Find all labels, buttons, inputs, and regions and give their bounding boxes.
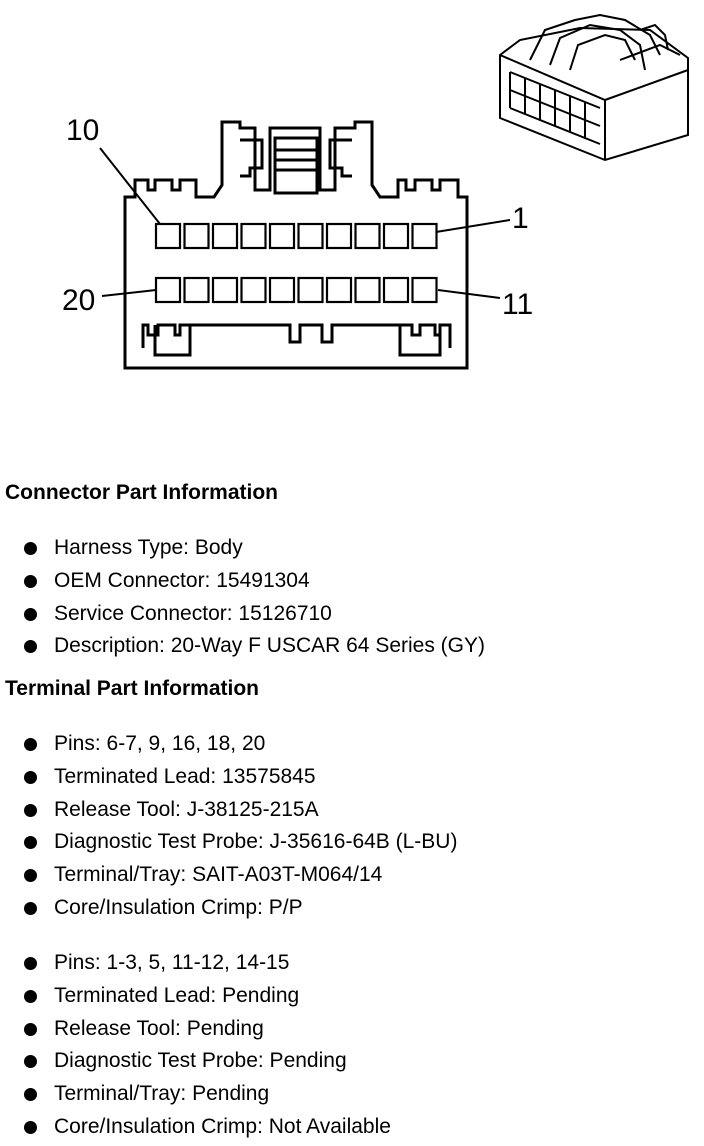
bullet-icon [24,738,37,751]
pin-cavity [213,278,237,302]
bullet-icon [24,869,37,882]
list-item: Terminated Lead: 13575845 [0,761,457,794]
bullet-icon [24,990,37,1003]
pin-cavity [299,278,323,302]
bullet-icon [24,1121,37,1134]
pin-cavity [413,224,437,248]
pin-cavity [270,224,294,248]
pin-cavity [156,224,180,248]
list-item: Terminal/Tray: Pending [0,1078,391,1111]
bullet-icon [24,957,37,970]
list-item: Release Tool: Pending [0,1013,391,1046]
bullet-icon [24,640,37,653]
connector-info-list [0,532,485,663]
latch-center [275,138,317,193]
pin-cavity [270,278,294,302]
pin-cavity [384,278,408,302]
list-item: Core/Insulation Crimp: P/P [0,892,457,925]
bullet-icon [24,1023,37,1036]
bullet-icon [24,542,37,555]
pin-cavity [356,278,380,302]
pin-cavity [327,224,351,248]
list-item: Release Tool: J-38125-215A [0,794,457,827]
terminal-group-1-list [0,728,457,925]
pin-cavity [156,278,180,302]
list-item: OEM Connector: 15491304 [0,565,485,598]
list-item: Diagnostic Test Probe: J-35616-64B (L-BU) [0,826,457,859]
pin-label-10: 10 [66,114,100,147]
bullet-icon [24,575,37,588]
list-item: Diagnostic Test Probe: Pending [0,1045,391,1078]
pin-cavity [185,278,209,302]
connector-info-title: Connector Part Information [5,481,279,504]
pin-cavity [299,224,323,248]
terminal-info-title: Terminal Part Information [5,677,259,700]
pin-cavity [242,278,266,302]
bullet-icon [24,608,37,621]
pin-cavity [213,224,237,248]
bullet-icon [24,1055,37,1068]
list-item: Service Connector: 15126710 [0,598,485,631]
bullet-icon [24,771,37,784]
leader-line-pin-20 [102,290,156,296]
pin-label-1: 1 [512,202,529,235]
pin-label-11: 11 [502,288,534,321]
pin-cavity [384,224,408,248]
connector-face-diagram [0,0,704,440]
pin-label-20: 20 [62,284,96,317]
pin-cavity [413,278,437,302]
leader-line-pin-10 [100,148,160,224]
terminal-group-2-list [0,947,391,1144]
list-item: Description: 20-Way F USCAR 64 Series (GY) [0,630,485,663]
pin-cavity [327,278,351,302]
pin-cavity [185,224,209,248]
bullet-icon [24,836,37,849]
list-item: Harness Type: Body [0,532,485,565]
bullet-icon [24,1088,37,1101]
bullet-icon [24,902,37,915]
pin-cavity [242,224,266,248]
pin-cavity [356,224,380,248]
list-item: Terminal/Tray: SAIT-A03T-M064/14 [0,859,457,892]
list-item: Pins: 1-3, 5, 11-12, 14-15 [0,947,391,980]
list-item: Core/Insulation Crimp: Not Available [0,1111,391,1144]
list-item: Terminated Lead: Pending [0,980,391,1013]
leader-line-pin-1 [436,220,510,232]
pin-cavity-grid [156,224,437,302]
leader-line-pin-11 [438,290,500,298]
list-item: Pins: 6-7, 9, 16, 18, 20 [0,728,457,761]
connector-3d-illustration [500,15,688,160]
bullet-icon [24,804,37,817]
